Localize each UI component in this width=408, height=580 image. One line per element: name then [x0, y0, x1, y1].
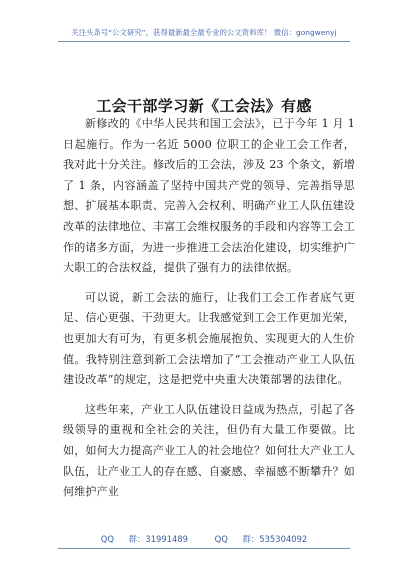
paragraph: 新修改的《中华人民共和国工会法》，已于今年 1 月 1 日起施行。作为一名近 5000 位职工的企业工会工作者，我对此十分关注。修改后的工会法，涉及 23 个条文，新增了 1 条，内容涵盖了坚持中国共产党的领导、完善指导思想、扩展基本职责、完善入会权利、明确产业工人队伍建设改革的法律地位、丰富工会维权服务的手段和内容等工会工作的诸多方面，为进一步推进工会法治化建设，切实维护广大职工的合法权益，提供了强有力的法律依据。: [63, 117, 355, 275]
header-divider: [58, 41, 350, 42]
header-notice: 关注头条号“公文研究”，获得最新最全最专业的公文资料库！ 微信：gongwenyj: [71, 28, 337, 37]
footer: [0, 533, 408, 545]
document-body: [63, 114, 355, 512]
footer-divider: [58, 548, 350, 549]
paragraph: 可以说，新工会法的施行，让我们工会工作者底气更足、信心更强、干劲更大。让我感觉到工会工作更加光荣，也更加大有可为，有更多机会施展抱负、实现更大的人生价值。我特别注意到新工会法增加了“工会推动产业工人队伍建设改革”的规定，这是把党中央重大决策部署的法律化。: [63, 290, 355, 387]
paragraph: 这些年来，产业工人队伍建设日益成为热点，引起了各级领导的重视和全社会的关注，但仍有大量工作要做。比如，如何大力提高产业工人的社会地位？如何壮大产业工人队伍，让产业工人的存在感、自豪感、幸福感不断攀升？如何维护产业: [63, 402, 355, 499]
footer-qq-group-2: QQ 群：535304092: [214, 534, 308, 544]
footer-qq-group-1: QQ 群：31991489: [100, 534, 188, 544]
document-title: 工会干部学习新《工会法》有感: [96, 97, 312, 115]
